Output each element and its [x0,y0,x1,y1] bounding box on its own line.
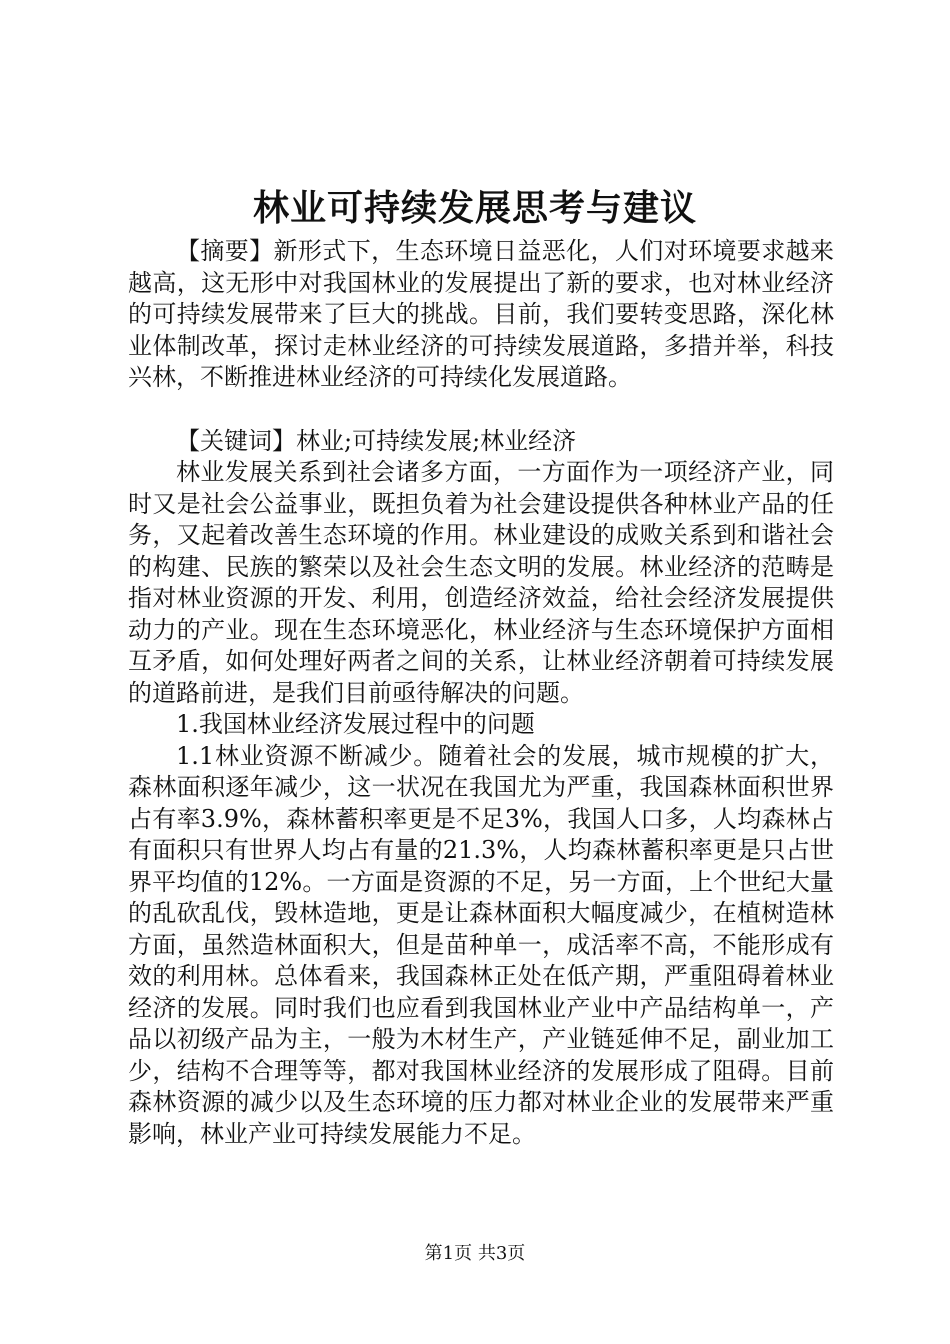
intro-paragraph: 林业发展关系到社会诸多方面，一方面作为一项经济产业，同时又是社会公益事业，既担负着为社会建设提供各种林业产品的任务，又起着改善生态环境的作用。林业建设的成败关系到和谐社会的构建、民族的繁荣以及社会生态文明的发展。林业经济的范畴是指对林业资源的开发、利用，创造经济效益，给社会经济发展提供动力的产业。现在生态环境恶化，林业经济与生态环境保护方面相互矛盾，如何处理好两者之间的关系，让林业经济朝着可持续发展的道路前进，是我们目前亟待解决的问题。 [128,458,834,707]
document-body [128,236,834,1150]
document-title: 林业可持续发展思考与建议 [252,187,697,229]
keywords-paragraph: 【关键词】林业;可持续发展;林业经济 [176,426,577,455]
subsection-paragraph: 1.1林业资源不断减少。随着社会的发展，城市规模的扩大，森林面积逐年减少，这一状况在我国尤为严重，我国森林面积世界占有率3.9%，森林蓄积率更是不足3%，我国人口多，人均森林占有面积只有世界人均占有量的21.3%，人均森林蓄积率更是只占世界平均值的12%。一方面是资源的不足，另一方面，上个世纪大量的乱砍乱伐，毁林造地，更是让森林面积大幅度减少，在植树造林方面，虽然造林面积大，但是苗种单一，成活率不高，不能形成有效的利用林。总体看来，我国森林正处在低产期，严重阻碍着林业经济的发展。同时我们也应看到我国林业产业中产品结构单一，产品以初级产品为主，一般为木材生产，产业链延伸不足，副业加工少，结构不合理等等，都对我国林业经济的发展形成了阻碍。目前森林资源的减少以及生态环境的压力都对林业企业的发展带来严重影响，林业产业可持续发展能力不足。 [128,741,834,1148]
section-heading: 1.我国林业经济发展过程中的问题 [176,710,535,738]
abstract-paragraph: 【摘要】新形式下，生态环境日益恶化，人们对环境要求越来越高，这无形中对我国林业的发展提出了新的要求，也对林业经济的可持续发展带来了巨大的挑战。目前，我们要转变思路，深化林业体制改革，探讨走林业经济的可持续发展道路，多措并举，科技兴林，不断推进林业经济的可持续化发展道路。 [128,237,834,391]
page-footer: 第1页 共3页 [424,1243,526,1264]
